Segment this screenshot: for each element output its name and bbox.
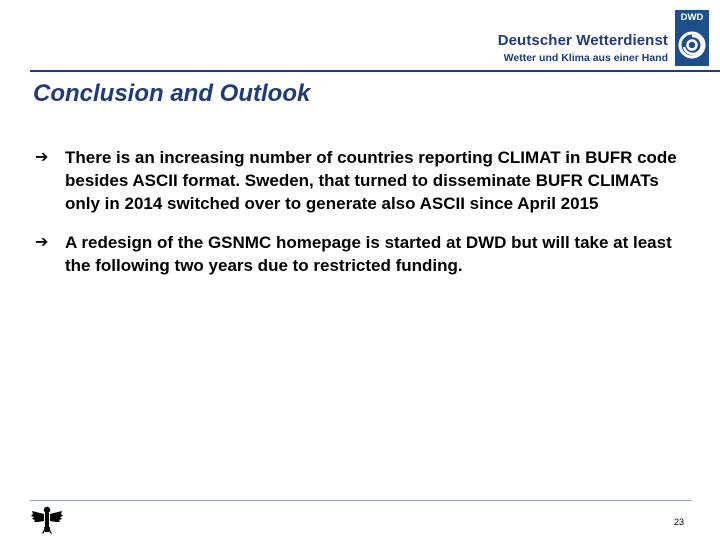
arrow-right-icon: ➔ [35,149,49,166]
swirl-icon [678,30,706,60]
org-name: Deutscher Wetterdienst [497,32,668,49]
bullet-list [35,146,690,293]
dwd-logo-box [675,10,709,66]
bullet-item [35,231,690,277]
org-tagline: Wetter und Klima aus einer Hand [503,52,668,64]
bullet-item [35,146,690,215]
bullet-text: There is an increasing number of countries reporting CLIMAT in BUFR code besides ASCII format. Sweden, that turned to disseminate BUFR CLIMATs only in 2014 switched over to generate also ASCII since April 2015 [65,148,677,213]
arrow-right-icon: ➔ [35,234,49,251]
header-divider [30,70,720,72]
slide-title: Conclusion and Outlook [33,80,311,107]
page-number: 23 [673,517,684,527]
federal-eagle-icon [30,503,64,537]
bullet-text: A redesign of the GSNMC homepage is started at DWD but will take at least the following two years due to restricted funding. [65,233,672,275]
footer-divider [30,500,692,501]
logo-abbr: DWD [680,12,704,23]
